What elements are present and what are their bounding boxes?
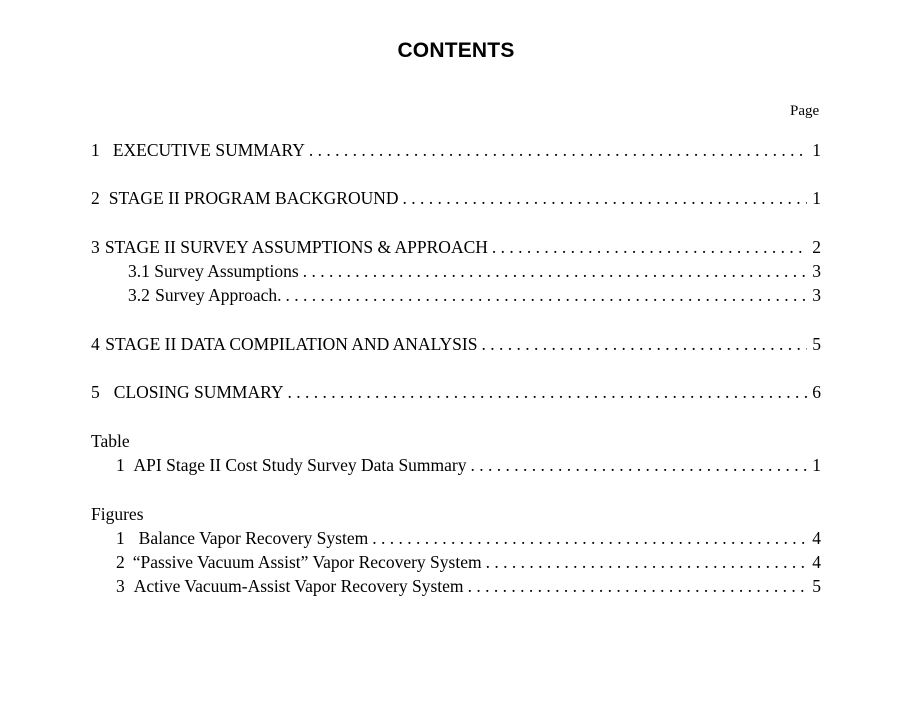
toc-entry[interactable]: [91, 380, 821, 404]
toc-entry-title: Survey Approach.: [155, 285, 282, 305]
dot-leader: [286, 283, 807, 307]
toc-entry-title: STAGE II SURVEY ASSUMPTIONS & APPROACH: [104, 237, 488, 257]
toc-entry-page: 3: [812, 261, 821, 281]
toc-entry-number: 4: [91, 334, 100, 354]
table-entry-number: 1: [116, 455, 125, 475]
toc-entry-page: 1: [812, 140, 821, 160]
toc-entry-title: STAGE II DATA COMPILATION AND ANALYSIS: [105, 334, 478, 354]
toc-subentry[interactable]: [128, 283, 821, 307]
figure-entry-page: 5: [812, 576, 821, 596]
dot-leader: [403, 186, 807, 210]
figure-entry-page: 4: [812, 552, 821, 572]
figure-entry-number: 1: [116, 528, 125, 548]
figure-entry[interactable]: [116, 550, 821, 574]
toc-entry-number: 5: [91, 382, 100, 402]
dot-leader: [486, 550, 807, 574]
page-column-label: Page: [790, 103, 820, 119]
toc-entry-title: CLOSING SUMMARY: [113, 382, 284, 402]
table-entry-title: API Stage II Cost Study Survey Data Summary: [133, 455, 467, 475]
dot-leader: [468, 574, 807, 598]
dot-leader: [309, 138, 807, 162]
toc-entry[interactable]: [91, 235, 821, 259]
table-entry-page: 1: [812, 455, 821, 475]
toc-entry-number: 3: [91, 237, 100, 257]
toc-entry[interactable]: [91, 332, 821, 356]
table-entry[interactable]: [116, 453, 821, 477]
figure-entry-title: Balance Vapor Recovery System: [138, 528, 369, 548]
figure-entry[interactable]: [116, 526, 821, 550]
toc-entry-title: EXECUTIVE SUMMARY: [112, 140, 305, 160]
dot-leader: [287, 380, 807, 404]
dot-leader: [492, 235, 807, 259]
toc-subentry[interactable]: [128, 259, 821, 283]
dot-leader: [372, 526, 807, 550]
toc-entry-number: 3.1: [128, 261, 150, 281]
toc-entry-page: 3: [812, 285, 821, 305]
page-title: CONTENTS: [397, 39, 515, 62]
toc-entry-number: 1: [91, 140, 100, 160]
figure-entry-title: Active Vacuum-Assist Vapor Recovery System: [133, 576, 464, 596]
toc-entry-page: 6: [812, 382, 821, 402]
figure-entry-number: 3: [116, 576, 125, 596]
toc-entry-number: 2: [91, 188, 100, 208]
table-list-heading: Table: [91, 431, 130, 451]
dot-leader: [481, 332, 807, 356]
dot-leader: [471, 453, 808, 477]
figure-entry-page: 4: [812, 528, 821, 548]
figure-entry[interactable]: [116, 574, 821, 598]
figure-list-heading: Figures: [91, 504, 144, 524]
figure-entry-number: 2: [116, 552, 125, 572]
toc-entry[interactable]: [91, 138, 821, 162]
toc-entry-title: STAGE II PROGRAM BACKGROUND: [108, 188, 399, 208]
toc-entry-page: 5: [812, 334, 821, 354]
toc-entry-page: 1: [812, 188, 821, 208]
toc-entry-number: 3.2: [128, 285, 150, 305]
dot-leader: [303, 259, 807, 283]
toc-entry-page: 2: [812, 237, 821, 257]
figure-entry-title: “Passive Vacuum Assist” Vapor Recovery System: [132, 552, 482, 572]
toc-entry-title: Survey Assumptions: [154, 261, 299, 281]
toc-entry[interactable]: [91, 186, 821, 210]
